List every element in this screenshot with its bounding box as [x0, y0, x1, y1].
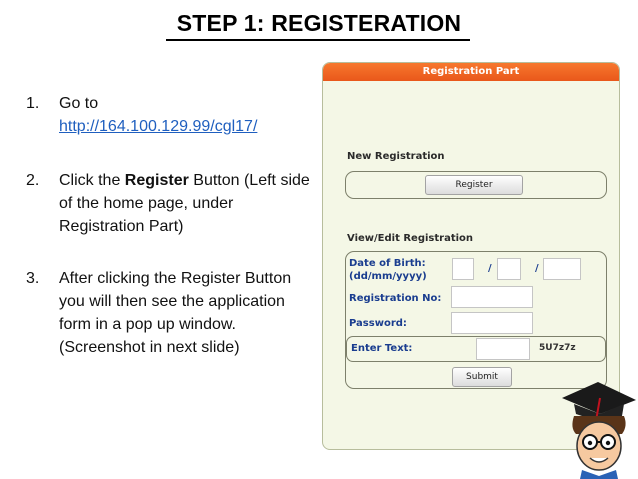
step-number: 1. [26, 95, 40, 112]
dob-label-line2: (dd/mm/yyyy) [349, 271, 427, 282]
registration-no-input[interactable] [451, 286, 533, 308]
step-text: Go to [59, 95, 99, 112]
step-text: Click the [59, 172, 125, 189]
dob-year-input[interactable] [543, 258, 581, 280]
dob-label-line1: Date of Birth: [349, 258, 426, 269]
dob-day-input[interactable] [452, 258, 474, 280]
dob-month-input[interactable] [497, 258, 521, 280]
new-registration-label: New Registration [347, 151, 445, 162]
dob-label [349, 257, 427, 283]
register-button[interactable]: Register [425, 175, 523, 195]
slide-title: STEP 1: REGISTERATION [176, 10, 462, 36]
password-input[interactable] [451, 312, 533, 334]
captcha-text: 5U7z7z [539, 343, 576, 353]
step-text: Button (Left side of the home page, under Registration Part) [59, 172, 310, 235]
view-edit-registration-label: View/Edit Registration [347, 233, 474, 244]
dob-slash: / [535, 263, 539, 274]
captcha-input[interactable] [476, 338, 530, 360]
step-number: 2. [26, 172, 40, 189]
step-number: 3. [26, 270, 40, 287]
submit-button[interactable]: Submit [452, 367, 512, 387]
password-label: Password: [349, 318, 407, 329]
new-registration-box [345, 171, 607, 199]
step-bold-text: Register [124, 172, 189, 189]
dob-slash: / [488, 263, 492, 274]
registration-no-label: Registration No: [349, 293, 442, 304]
step-text: After clicking the Register Button you will then see the application form in a pop up window. (Screenshot in next slide) [59, 270, 292, 356]
captcha-box [346, 336, 606, 362]
title-underline [166, 39, 470, 41]
graduate-mascot-icon [556, 376, 638, 479]
registration-link[interactable]: http://164.100.129.99/cgl17/ [59, 118, 258, 135]
registration-header: Registration Part [323, 63, 619, 81]
view-edit-registration-box [345, 251, 607, 389]
enter-text-label: Enter Text: [351, 343, 413, 354]
